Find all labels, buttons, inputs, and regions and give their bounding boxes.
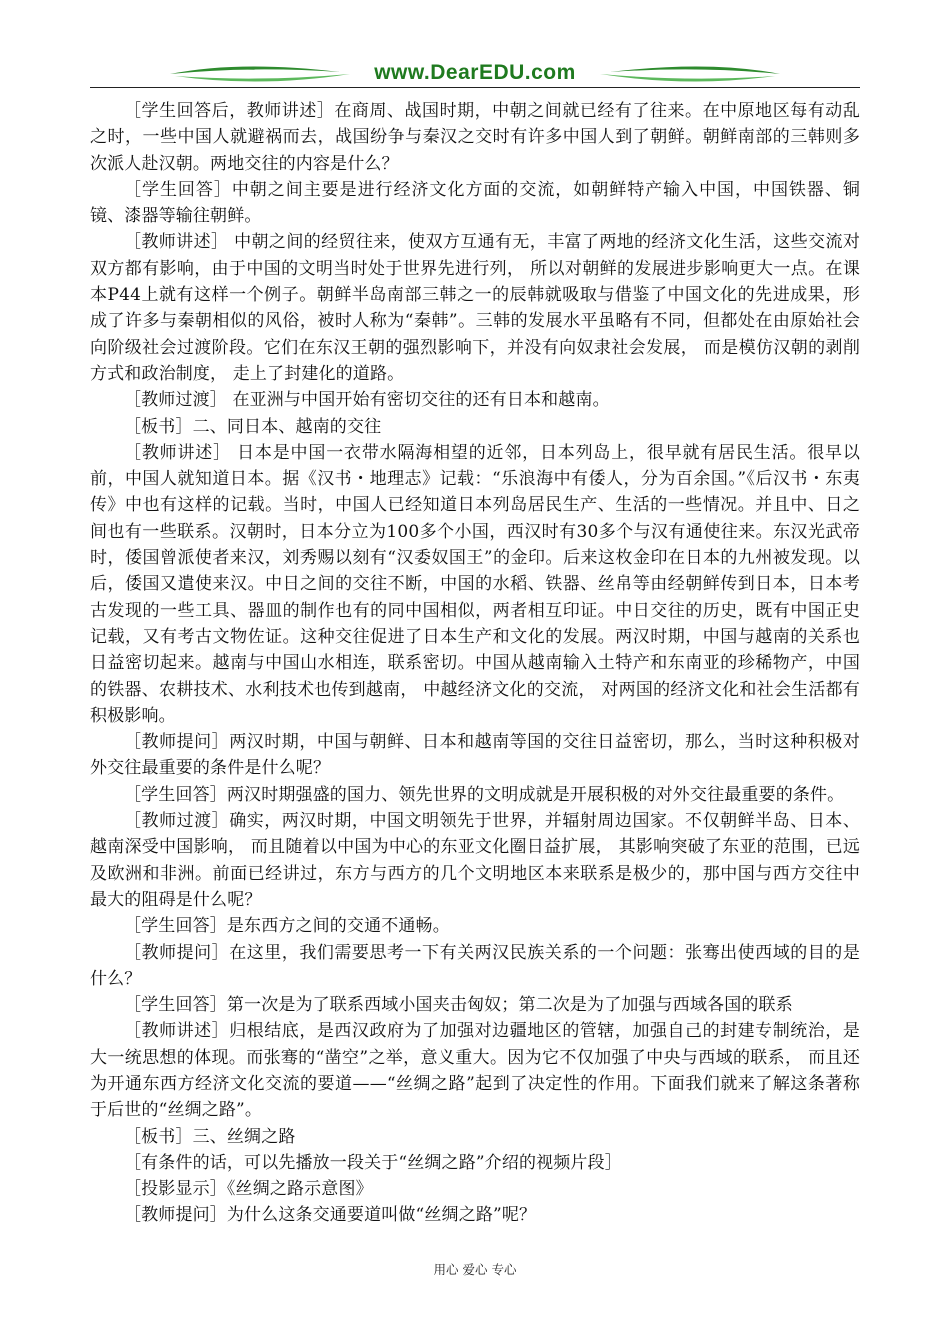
paragraph: ［学生回答］中朝之间主要是进行经济文化方面的交流，如朝鲜特产输入中国，中国铁器、铜镜、漆器等输往朝鲜。 bbox=[90, 179, 860, 227]
site-name: www.DearEDU.com bbox=[374, 61, 576, 84]
paragraph: ［教师讲述］ 中朝之间的经贸往来，使双方互通有无，丰富了两地的经济文化生活，这些交流对双方都有影响，由于中国的文明当时处于世界先进行列， 所以对朝鲜的发展进步影响更大一点。在课本P44上就有这样一个例子。朝鲜半岛南部三韩之一的辰韩就吸取与借鉴了中国文化的先进成果，形成了许多与秦朝相似的风俗，被时人称为“秦韩”。三韩的发展水平虽略有不同，但都处在由原始社会向阶级社会过渡阶段。它们在东汉王朝的强烈影响下，并没有向奴隶社会发展， 而是模仿汉朝的剥削方式和政治制度， 走上了封建化的道路。 bbox=[90, 232, 860, 384]
paragraph: ［教师提问］两汉时期，中国与朝鲜、日本和越南等国的交往日益密切，那么，当时这种积极对外交往最重要的条件是什么呢？ bbox=[90, 732, 860, 779]
site-header-banner bbox=[90, 58, 860, 90]
header-divider bbox=[90, 87, 860, 88]
paragraph: ［板书］三、丝绸之路 bbox=[124, 1126, 296, 1147]
paragraph: ［投影显示］《丝绸之路示意图》 bbox=[124, 1179, 373, 1200]
paragraph: ［教师过渡］确实，两汉时期，中国文明领先于世界，并辐射周边国家。不仅朝鲜半岛、日本、越南深受中国影响， 而且随着以中国为中心的东亚文化圈日益扩展， 其影响突破了东亚的范围，已远及欧洲和非洲。前面已经讲过，东方与西方的几个文明地区本来联系是极少的，那中国与西方交往中最大的阻碍是什么呢？ bbox=[90, 811, 860, 910]
paragraph: ［教师过渡］ 在亚洲与中国开始有密切交往的还有日本和越南。 bbox=[124, 390, 610, 411]
paragraph: ［教师讲述］ 日本是中国一衣带水隔海相望的近邻，日本列岛上，很早就有居民生活。很早以前，中国人就知道日本。据《汉书・地理志》记载：“乐浪海中有倭人，分为百余国。”《后汉书・东夷传》中也有这样的记载。当时，中国人已经知道日本列岛居民生产、生活的一些情况。并且中、日之间也有一些联系。汉朝时，日本分立为100多个小国，西汉时有30多个与汉有通使往来。东汉光武帝时，倭国曾派使者来汉，刘秀赐以刻有“汉委奴国王”的金印。后来这枚金印在日本的九州被发现。以后，倭国又遣使来汉。中日之间的交往不断，中国的水稻、铁器、丝帛等由经朝鲜传到日本，日本考古发现的一些工具、器皿的制作也有的同中国相似，两者相互印证。中日交往的历史，既有中国正史记载，又有考古文物佐证。这种交往促进了日本生产和文化的发展。两汉时期，中国与越南的关系也日益密切起来。越南与中国山水相连，联系密切。中国从越南输入土特产和东南亚的珍稀物产，中国的铁器、农耕技术、水利技术也传到越南， 中越经济文化的交流， 对两国的经济文化和社会生活都有积极影响。 bbox=[90, 442, 860, 726]
paragraph: ［教师提问］为什么这条交通要道叫做“丝绸之路”呢？ bbox=[124, 1205, 537, 1226]
paragraph: ［教师提问］在这里，我们需要思考一下有关两汉民族关系的一个问题：张骞出使西域的目的是什么？ bbox=[90, 942, 860, 989]
page-footer: 用心 爱心 专心 bbox=[433, 1262, 517, 1277]
document-body bbox=[90, 98, 860, 1229]
paragraph: ［板书］二、同日本、越南的交往 bbox=[124, 416, 382, 437]
paragraph: ［有条件的话，可以先播放一段关于“丝绸之路”介绍的视频片段］ bbox=[124, 1152, 622, 1173]
paragraph: ［学生回答］是东西方之间的交通不通畅。 bbox=[124, 916, 450, 937]
paragraph: ［学生回答］第一次是为了联系西域小国夹击匈奴；第二次是为了加强与西域各国的联系 bbox=[124, 995, 793, 1016]
paragraph: ［学生回答］两汉时期强盛的国力、领先世界的文明成就是开展积极的对外交往最重要的条件。 bbox=[124, 784, 845, 805]
paragraph: ［教师讲述］归根结底，是西汉政府为了加强对边疆地区的管辖，加强自己的封建专制统治，是大一统思想的体现。而张骞的“凿空”之举，意义重大。因为它不仅加强了中央与西域的联系， 而且还为开通东西方经济文化交流的要道——“丝绸之路”起到了决定性的作用。下面我们就来了解这条著称于后世的“丝绸之路”。 bbox=[90, 1021, 860, 1121]
paragraph: ［学生回答后，教师讲述］在商周、战国时期，中朝之间就已经有了往来。在中原地区每有动乱之时，一些中国人就避祸而去，战国纷争与秦汉之交时有许多中国人到了朝鲜。朝鲜南部的三韩则多次派人赴汉朝。两地交往的内容是什么？ bbox=[90, 101, 860, 174]
